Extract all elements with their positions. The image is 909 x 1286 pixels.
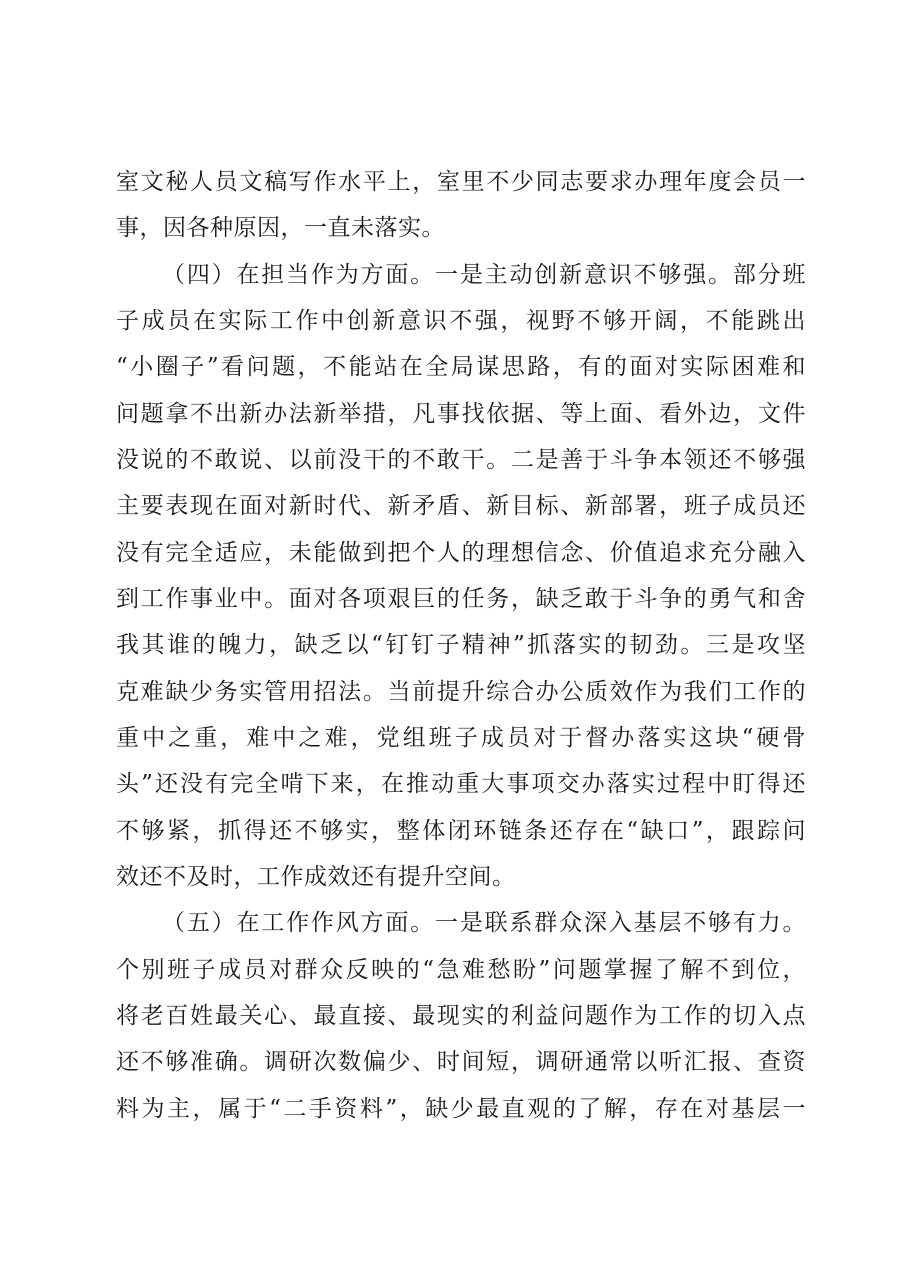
- text-line: 子成员在实际工作中创新意识不强，视野不够开阔，不能跳出: [116, 308, 806, 334]
- text-line: 事，因各种原因，一直未落实。: [116, 215, 445, 241]
- text-line: 主要表现在面对新时代、新矛盾、新目标、新部署，班子成员还: [116, 493, 806, 519]
- text-line: 不够紧，抓得还不够实，整体闭环链条还存在“缺口”，跟踪问: [116, 818, 806, 844]
- text-line: 问题拿不出新办法新举措，凡事找依据、等上面、看外边，文件: [116, 401, 806, 427]
- text-line: “小圈子”看问题，不能站在全局谋思路，有的面对实际困难和: [116, 354, 806, 380]
- text-line: 克难缺少务实管用招法。当前提升综合办公质效作为我们工作的: [116, 679, 806, 705]
- text-line: 到工作事业中。面对各项艰巨的任务，缺乏敢于斗争的勇气和舍: [116, 586, 806, 612]
- text-line: 个别班子成员对群众反映的“急难愁盼”问题掌握了解不到位，: [116, 957, 806, 983]
- text-line: 将老百姓最关心、最直接、最现实的利益问题作为工作的切入点: [116, 1003, 806, 1029]
- text-line: 重中之重，难中之难，党组班子成员对于督办落实这块“硬骨: [116, 725, 806, 751]
- text-line: 效还不及时，工作成效还有提升空间。: [116, 864, 516, 890]
- text-line: 没说的不敢说、以前没干的不敢干。二是善于斗争本领还不够强: [116, 447, 806, 473]
- text-line: 我其谁的魄力，缺乏以“钉钉子精神”抓落实的韧劲。三是攻坚: [116, 632, 806, 658]
- text-line: 头”还没有完全啃下来，在推动重大事项交办落实过程中盯得还: [116, 771, 806, 797]
- paragraph-heading-line: （四）在担当作为方面。一是主动创新意识不够强。部分班: [162, 262, 806, 288]
- text-line: 还不够准确。调研次数偏少、时间短，调研通常以听汇报、查资: [116, 1049, 806, 1075]
- text-line: 室文秘人员文稿写作水平上，室里不少同志要求办理年度会员一: [116, 169, 806, 195]
- text-line: 没有完全适应，未能做到把个人的理想信念、价值追求充分融入: [116, 540, 806, 566]
- text-line: 料为主，属于“二手资料”，缺少最直观的了解，存在对基层一: [116, 1096, 806, 1122]
- paragraph-heading-line: （五）在工作作风方面。一是联系群众深入基层不够有力。: [162, 910, 806, 936]
